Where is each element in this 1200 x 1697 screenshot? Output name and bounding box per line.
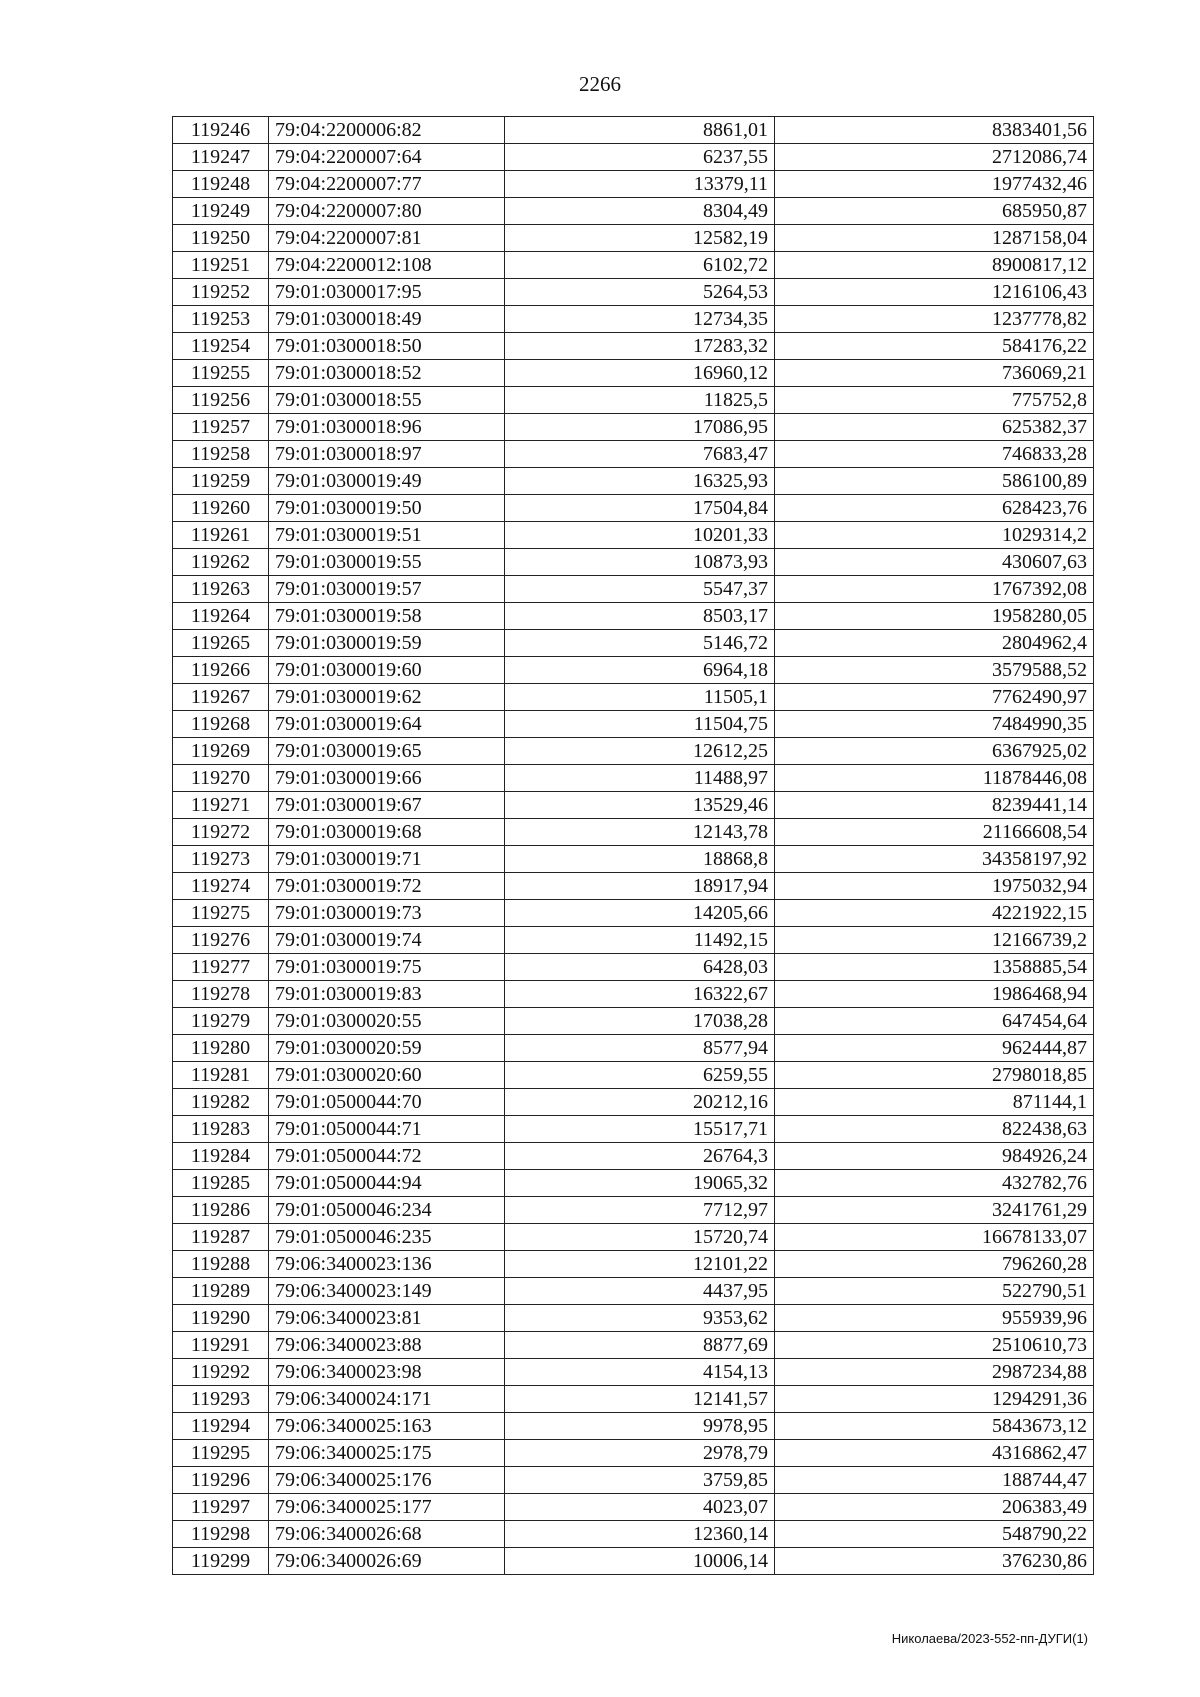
area-cell: 8304,49 — [505, 198, 775, 225]
area-cell: 13529,46 — [505, 792, 775, 819]
row-number-cell: 119247 — [173, 144, 269, 171]
cadastral-number-cell: 79:06:3400026:68 — [269, 1521, 505, 1548]
table-row — [173, 603, 1094, 630]
cadastral-value-cell: 376230,86 — [775, 1548, 1094, 1575]
cadastral-value-cell: 822438,63 — [775, 1116, 1094, 1143]
cadastral-value-cell: 16678133,07 — [775, 1224, 1094, 1251]
row-number-cell: 119248 — [173, 171, 269, 198]
area-cell: 6428,03 — [505, 954, 775, 981]
cadastral-value-cell: 2798018,85 — [775, 1062, 1094, 1089]
row-number-cell: 119298 — [173, 1521, 269, 1548]
cadastral-value-cell: 685950,87 — [775, 198, 1094, 225]
table-row — [173, 1089, 1094, 1116]
cadastral-value-cell: 8900817,12 — [775, 252, 1094, 279]
area-cell: 26764,3 — [505, 1143, 775, 1170]
cadastral-number-cell: 79:01:0300019:74 — [269, 927, 505, 954]
area-cell: 11825,5 — [505, 387, 775, 414]
area-cell: 10873,93 — [505, 549, 775, 576]
cadastral-value-cell: 962444,87 — [775, 1035, 1094, 1062]
cadastral-number-cell: 79:06:3400024:171 — [269, 1386, 505, 1413]
area-cell: 6259,55 — [505, 1062, 775, 1089]
row-number-cell: 119261 — [173, 522, 269, 549]
row-number-cell: 119292 — [173, 1359, 269, 1386]
table-row — [173, 279, 1094, 306]
row-number-cell: 119251 — [173, 252, 269, 279]
table-row — [173, 792, 1094, 819]
cadastral-number-cell: 79:04:2200007:64 — [269, 144, 505, 171]
table-row — [173, 549, 1094, 576]
row-number-cell: 119246 — [173, 117, 269, 144]
cadastral-number-cell: 79:01:0300019:65 — [269, 738, 505, 765]
row-number-cell: 119264 — [173, 603, 269, 630]
cadastral-value-cell: 628423,76 — [775, 495, 1094, 522]
cadastral-value-cell: 1977432,46 — [775, 171, 1094, 198]
table-row — [173, 1548, 1094, 1575]
row-number-cell: 119282 — [173, 1089, 269, 1116]
cadastral-value-cell: 7484990,35 — [775, 711, 1094, 738]
page-number: 2266 — [579, 72, 621, 96]
area-cell: 14205,66 — [505, 900, 775, 927]
table-row — [173, 225, 1094, 252]
area-cell: 9978,95 — [505, 1413, 775, 1440]
table-row — [173, 495, 1094, 522]
table-row — [173, 1278, 1094, 1305]
row-number-cell: 119252 — [173, 279, 269, 306]
area-cell: 6237,55 — [505, 144, 775, 171]
table-row — [173, 198, 1094, 225]
row-number-cell: 119268 — [173, 711, 269, 738]
cadastral-value-cell: 12166739,2 — [775, 927, 1094, 954]
cadastral-value-cell: 647454,64 — [775, 1008, 1094, 1035]
cadastral-value-cell: 586100,89 — [775, 468, 1094, 495]
row-number-cell: 119265 — [173, 630, 269, 657]
cadastral-number-cell: 79:01:0500044:72 — [269, 1143, 505, 1170]
cadastral-value-cell: 625382,37 — [775, 414, 1094, 441]
cadastral-value-cell: 1358885,54 — [775, 954, 1094, 981]
cadastral-number-cell: 79:01:0300019:67 — [269, 792, 505, 819]
row-number-cell: 119254 — [173, 333, 269, 360]
row-number-cell: 119267 — [173, 684, 269, 711]
cadastral-number-cell: 79:01:0500044:70 — [269, 1089, 505, 1116]
table-row — [173, 1386, 1094, 1413]
row-number-cell: 119287 — [173, 1224, 269, 1251]
table-row — [173, 819, 1094, 846]
cadastral-value-cell: 188744,47 — [775, 1467, 1094, 1494]
cadastral-value-table — [172, 116, 1094, 1575]
table-row — [173, 1170, 1094, 1197]
cadastral-value-cell: 2510610,73 — [775, 1332, 1094, 1359]
table-row — [173, 414, 1094, 441]
row-number-cell: 119274 — [173, 873, 269, 900]
row-number-cell: 119270 — [173, 765, 269, 792]
row-number-cell: 119266 — [173, 657, 269, 684]
cadastral-number-cell: 79:01:0300019:57 — [269, 576, 505, 603]
area-cell: 17038,28 — [505, 1008, 775, 1035]
area-cell: 5146,72 — [505, 630, 775, 657]
area-cell: 11488,97 — [505, 765, 775, 792]
area-cell: 16960,12 — [505, 360, 775, 387]
area-cell: 7683,47 — [505, 441, 775, 468]
cadastral-value-cell: 984926,24 — [775, 1143, 1094, 1170]
cadastral-value-cell: 1237778,82 — [775, 306, 1094, 333]
cadastral-number-cell: 79:01:0300018:50 — [269, 333, 505, 360]
table-row — [173, 522, 1094, 549]
cadastral-number-cell: 79:04:2200007:80 — [269, 198, 505, 225]
table-row — [173, 630, 1094, 657]
row-number-cell: 119271 — [173, 792, 269, 819]
row-number-cell: 119259 — [173, 468, 269, 495]
row-number-cell: 119296 — [173, 1467, 269, 1494]
area-cell: 17283,32 — [505, 333, 775, 360]
cadastral-number-cell: 79:06:3400023:88 — [269, 1332, 505, 1359]
cadastral-number-cell: 79:01:0300019:59 — [269, 630, 505, 657]
cadastral-number-cell: 79:01:0500046:234 — [269, 1197, 505, 1224]
cadastral-number-cell: 79:01:0300018:96 — [269, 414, 505, 441]
cadastral-number-cell: 79:06:3400023:149 — [269, 1278, 505, 1305]
cadastral-value-cell: 1986468,94 — [775, 981, 1094, 1008]
table-row — [173, 1062, 1094, 1089]
table-row — [173, 981, 1094, 1008]
area-cell: 15720,74 — [505, 1224, 775, 1251]
area-cell: 19065,32 — [505, 1170, 775, 1197]
area-cell: 7712,97 — [505, 1197, 775, 1224]
table-row — [173, 900, 1094, 927]
row-number-cell: 119278 — [173, 981, 269, 1008]
table-row — [173, 1116, 1094, 1143]
area-cell: 18868,8 — [505, 846, 775, 873]
cadastral-value-cell: 1029314,2 — [775, 522, 1094, 549]
cadastral-value-cell: 522790,51 — [775, 1278, 1094, 1305]
row-number-cell: 119273 — [173, 846, 269, 873]
cadastral-value-cell: 736069,21 — [775, 360, 1094, 387]
cadastral-value-cell: 746833,28 — [775, 441, 1094, 468]
area-cell: 20212,16 — [505, 1089, 775, 1116]
table-row — [173, 954, 1094, 981]
cadastral-value-cell: 430607,63 — [775, 549, 1094, 576]
table-row — [173, 576, 1094, 603]
cadastral-value-cell: 1975032,94 — [775, 873, 1094, 900]
row-number-cell: 119275 — [173, 900, 269, 927]
cadastral-number-cell: 79:01:0300019:51 — [269, 522, 505, 549]
table-row — [173, 1251, 1094, 1278]
area-cell: 9353,62 — [505, 1305, 775, 1332]
cadastral-value-cell: 8239441,14 — [775, 792, 1094, 819]
table-row — [173, 657, 1094, 684]
cadastral-number-cell: 79:01:0300020:60 — [269, 1062, 505, 1089]
cadastral-value-cell: 1216106,43 — [775, 279, 1094, 306]
cadastral-number-cell: 79:01:0300019:83 — [269, 981, 505, 1008]
cadastral-number-cell: 79:01:0300019:58 — [269, 603, 505, 630]
area-cell: 5547,37 — [505, 576, 775, 603]
cadastral-number-cell: 79:04:2200012:108 — [269, 252, 505, 279]
row-number-cell: 119249 — [173, 198, 269, 225]
area-cell: 12582,19 — [505, 225, 775, 252]
table-row — [173, 360, 1094, 387]
area-cell: 4023,07 — [505, 1494, 775, 1521]
table-row — [173, 1440, 1094, 1467]
area-cell: 11504,75 — [505, 711, 775, 738]
table-body — [173, 117, 1094, 1575]
cadastral-value-cell: 584176,22 — [775, 333, 1094, 360]
row-number-cell: 119281 — [173, 1062, 269, 1089]
table-row — [173, 1413, 1094, 1440]
row-number-cell: 119250 — [173, 225, 269, 252]
cadastral-number-cell: 79:04:2200007:77 — [269, 171, 505, 198]
cadastral-value-cell: 7762490,97 — [775, 684, 1094, 711]
cadastral-number-cell: 79:01:0300019:60 — [269, 657, 505, 684]
table-row — [173, 306, 1094, 333]
cadastral-number-cell: 79:06:3400025:176 — [269, 1467, 505, 1494]
area-cell: 17504,84 — [505, 495, 775, 522]
table-row — [173, 117, 1094, 144]
table-row — [173, 441, 1094, 468]
cadastral-value-cell: 21166608,54 — [775, 819, 1094, 846]
area-cell: 12141,57 — [505, 1386, 775, 1413]
area-cell: 16325,93 — [505, 468, 775, 495]
cadastral-value-cell: 3241761,29 — [775, 1197, 1094, 1224]
row-number-cell: 119263 — [173, 576, 269, 603]
table-row — [173, 873, 1094, 900]
table-row — [173, 1035, 1094, 1062]
row-number-cell: 119279 — [173, 1008, 269, 1035]
cadastral-value-cell: 206383,49 — [775, 1494, 1094, 1521]
row-number-cell: 119283 — [173, 1116, 269, 1143]
area-cell: 12101,22 — [505, 1251, 775, 1278]
table-row — [173, 387, 1094, 414]
cadastral-value-cell: 8383401,56 — [775, 117, 1094, 144]
table-row — [173, 144, 1094, 171]
row-number-cell: 119294 — [173, 1413, 269, 1440]
row-number-cell: 119295 — [173, 1440, 269, 1467]
cadastral-value-cell: 548790,22 — [775, 1521, 1094, 1548]
cadastral-number-cell: 79:01:0300019:62 — [269, 684, 505, 711]
cadastral-number-cell: 79:01:0300019:66 — [269, 765, 505, 792]
row-number-cell: 119256 — [173, 387, 269, 414]
row-number-cell: 119285 — [173, 1170, 269, 1197]
area-cell: 12612,25 — [505, 738, 775, 765]
area-cell: 8861,01 — [505, 117, 775, 144]
table-row — [173, 684, 1094, 711]
cadastral-number-cell: 79:06:3400023:98 — [269, 1359, 505, 1386]
cadastral-value-cell: 4316862,47 — [775, 1440, 1094, 1467]
cadastral-value-cell: 5843673,12 — [775, 1413, 1094, 1440]
table-row — [173, 1143, 1094, 1170]
cadastral-number-cell: 79:01:0300019:64 — [269, 711, 505, 738]
table-row — [173, 1197, 1094, 1224]
cadastral-number-cell: 79:04:2200006:82 — [269, 117, 505, 144]
cadastral-value-cell: 775752,8 — [775, 387, 1094, 414]
cadastral-number-cell: 79:04:2200007:81 — [269, 225, 505, 252]
cadastral-value-cell: 432782,76 — [775, 1170, 1094, 1197]
row-number-cell: 119286 — [173, 1197, 269, 1224]
area-cell: 12143,78 — [505, 819, 775, 846]
table-row — [173, 1521, 1094, 1548]
row-number-cell: 119253 — [173, 306, 269, 333]
area-cell: 15517,71 — [505, 1116, 775, 1143]
table-row — [173, 1467, 1094, 1494]
area-cell: 4154,13 — [505, 1359, 775, 1386]
area-cell: 12360,14 — [505, 1521, 775, 1548]
row-number-cell: 119284 — [173, 1143, 269, 1170]
cadastral-value-cell: 2712086,74 — [775, 144, 1094, 171]
cadastral-number-cell: 79:01:0300018:55 — [269, 387, 505, 414]
table-row — [173, 711, 1094, 738]
cadastral-number-cell: 79:01:0500044:71 — [269, 1116, 505, 1143]
area-cell: 18917,94 — [505, 873, 775, 900]
cadastral-value-cell: 3579588,52 — [775, 657, 1094, 684]
cadastral-value-cell: 4221922,15 — [775, 900, 1094, 927]
cadastral-number-cell: 79:06:3400023:81 — [269, 1305, 505, 1332]
cadastral-value-cell: 1287158,04 — [775, 225, 1094, 252]
row-number-cell: 119277 — [173, 954, 269, 981]
row-number-cell: 119269 — [173, 738, 269, 765]
row-number-cell: 119291 — [173, 1332, 269, 1359]
area-cell: 4437,95 — [505, 1278, 775, 1305]
cadastral-number-cell: 79:01:0300019:72 — [269, 873, 505, 900]
cadastral-value-cell: 2987234,88 — [775, 1359, 1094, 1386]
cadastral-number-cell: 79:06:3400023:136 — [269, 1251, 505, 1278]
table-row — [173, 333, 1094, 360]
cadastral-number-cell: 79:06:3400025:163 — [269, 1413, 505, 1440]
cadastral-number-cell: 79:01:0300019:71 — [269, 846, 505, 873]
cadastral-value-cell: 1294291,36 — [775, 1386, 1094, 1413]
cadastral-number-cell: 79:01:0300019:49 — [269, 468, 505, 495]
table-row — [173, 252, 1094, 279]
area-cell: 13379,11 — [505, 171, 775, 198]
area-cell: 5264,53 — [505, 279, 775, 306]
cadastral-number-cell: 79:01:0300019:50 — [269, 495, 505, 522]
document-footer-id: Николаева/2023-552-пп-ДУГИ(1) — [891, 1631, 1088, 1646]
area-cell: 16322,67 — [505, 981, 775, 1008]
row-number-cell: 119288 — [173, 1251, 269, 1278]
cadastral-value-cell: 1958280,05 — [775, 603, 1094, 630]
table-row — [173, 1224, 1094, 1251]
row-number-cell: 119255 — [173, 360, 269, 387]
area-cell: 10201,33 — [505, 522, 775, 549]
row-number-cell: 119280 — [173, 1035, 269, 1062]
row-number-cell: 119258 — [173, 441, 269, 468]
table-row — [173, 1332, 1094, 1359]
row-number-cell: 119260 — [173, 495, 269, 522]
cadastral-value-cell: 34358197,92 — [775, 846, 1094, 873]
area-cell: 11492,15 — [505, 927, 775, 954]
area-cell: 12734,35 — [505, 306, 775, 333]
cadastral-number-cell: 79:01:0500046:235 — [269, 1224, 505, 1251]
cadastral-number-cell: 79:01:0300018:97 — [269, 441, 505, 468]
cadastral-value-cell: 6367925,02 — [775, 738, 1094, 765]
table-row — [173, 927, 1094, 954]
cadastral-number-cell: 79:01:0300020:55 — [269, 1008, 505, 1035]
area-cell: 8503,17 — [505, 603, 775, 630]
cadastral-value-cell: 871144,1 — [775, 1089, 1094, 1116]
cadastral-value-cell: 796260,28 — [775, 1251, 1094, 1278]
cadastral-number-cell: 79:01:0300017:95 — [269, 279, 505, 306]
table-row — [173, 1494, 1094, 1521]
area-cell: 10006,14 — [505, 1548, 775, 1575]
cadastral-value-cell: 955939,96 — [775, 1305, 1094, 1332]
area-cell: 6964,18 — [505, 657, 775, 684]
cadastral-number-cell: 79:01:0300019:75 — [269, 954, 505, 981]
cadastral-number-cell: 79:01:0300018:49 — [269, 306, 505, 333]
cadastral-value-cell: 1767392,08 — [775, 576, 1094, 603]
row-number-cell: 119272 — [173, 819, 269, 846]
area-cell: 3759,85 — [505, 1467, 775, 1494]
cadastral-number-cell: 79:01:0300020:59 — [269, 1035, 505, 1062]
area-cell: 17086,95 — [505, 414, 775, 441]
table-row — [173, 846, 1094, 873]
area-cell: 8877,69 — [505, 1332, 775, 1359]
cadastral-value-cell: 2804962,4 — [775, 630, 1094, 657]
row-number-cell: 119293 — [173, 1386, 269, 1413]
cadastral-number-cell: 79:01:0300019:55 — [269, 549, 505, 576]
row-number-cell: 119299 — [173, 1548, 269, 1575]
area-cell: 6102,72 — [505, 252, 775, 279]
row-number-cell: 119297 — [173, 1494, 269, 1521]
cadastral-number-cell: 79:01:0300019:73 — [269, 900, 505, 927]
row-number-cell: 119290 — [173, 1305, 269, 1332]
row-number-cell: 119257 — [173, 414, 269, 441]
cadastral-value-cell: 11878446,08 — [775, 765, 1094, 792]
table-row — [173, 765, 1094, 792]
area-cell: 11505,1 — [505, 684, 775, 711]
area-cell: 2978,79 — [505, 1440, 775, 1467]
table-row — [173, 1008, 1094, 1035]
cadastral-number-cell: 79:06:3400025:175 — [269, 1440, 505, 1467]
table-row — [173, 1305, 1094, 1332]
area-cell: 8577,94 — [505, 1035, 775, 1062]
table-row — [173, 738, 1094, 765]
table-row — [173, 468, 1094, 495]
row-number-cell: 119289 — [173, 1278, 269, 1305]
cadastral-number-cell: 79:06:3400026:69 — [269, 1548, 505, 1575]
row-number-cell: 119276 — [173, 927, 269, 954]
cadastral-number-cell: 79:01:0300018:52 — [269, 360, 505, 387]
table-row — [173, 1359, 1094, 1386]
cadastral-number-cell: 79:01:0500044:94 — [269, 1170, 505, 1197]
cadastral-number-cell: 79:01:0300019:68 — [269, 819, 505, 846]
cadastral-number-cell: 79:06:3400025:177 — [269, 1494, 505, 1521]
row-number-cell: 119262 — [173, 549, 269, 576]
table-row — [173, 171, 1094, 198]
